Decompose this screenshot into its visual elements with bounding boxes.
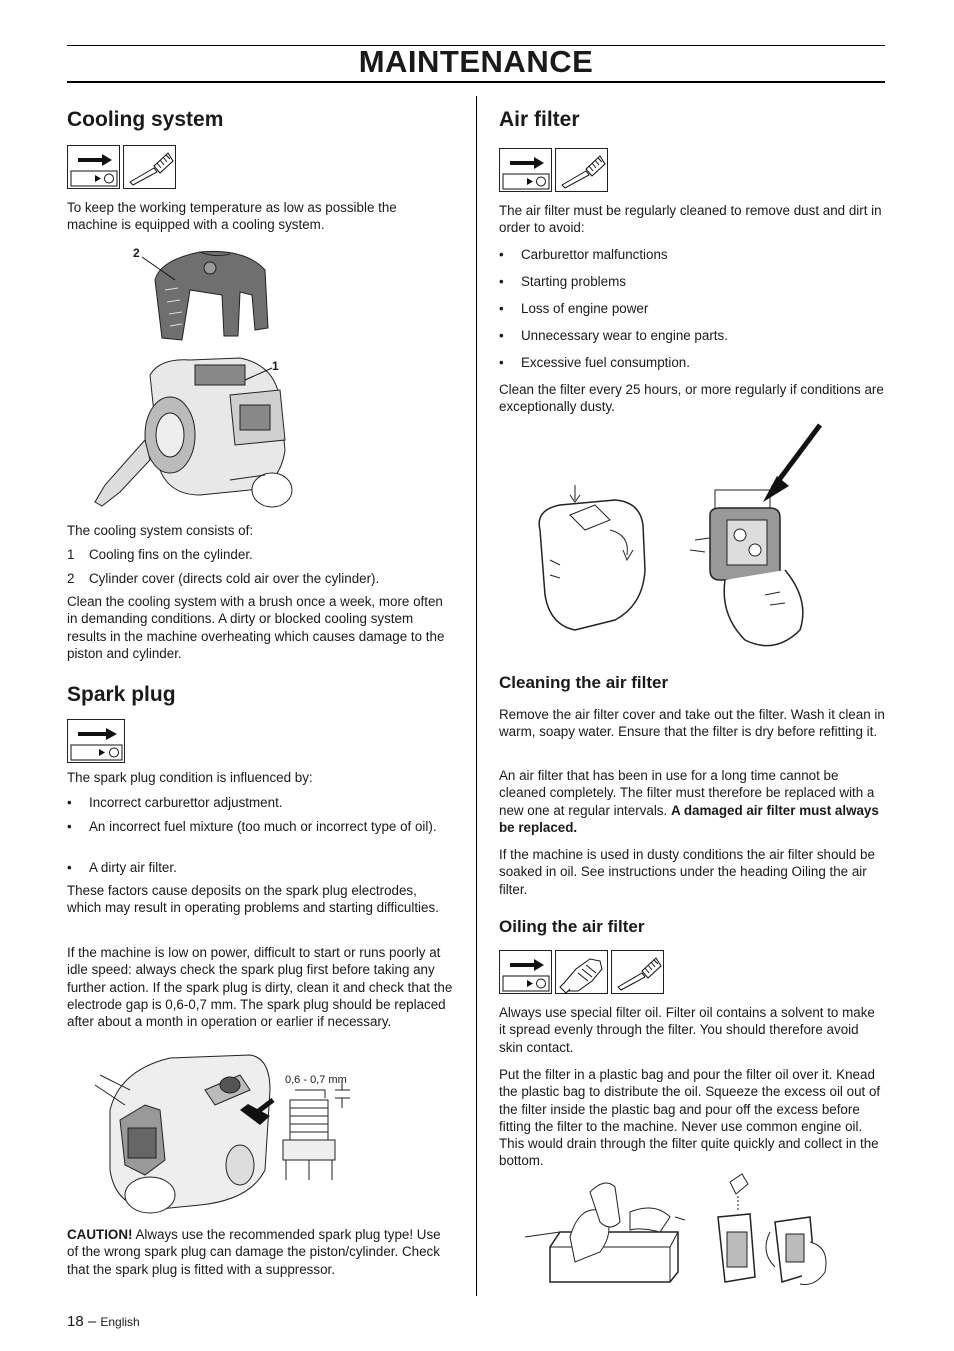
brush-icon	[123, 145, 176, 189]
oiling-heading: Oiling the air filter	[499, 917, 645, 936]
cleaning-p1: Remove the air filter cover and take out the filter. Wash it clean in warm, soapy water. Ensure that the filter is dry before refitting it.	[499, 707, 885, 740]
air-filter-illustration	[515, 420, 835, 665]
list-item: • Starting problems	[499, 273, 879, 290]
list-item	[67, 570, 447, 587]
cooling-system-heading: Cooling system	[67, 108, 224, 131]
air-intro: The air filter must be regularly cleaned to remove dust and dirt in order to avoid:	[499, 203, 882, 236]
cooling-icons	[67, 145, 176, 189]
list-item: • Unnecessary wear to engine parts.	[499, 327, 879, 344]
list-number: 2	[67, 571, 75, 586]
cooling-clean: Clean the cooling system with a brush once a week, more often in demanding conditions. A dirty or blocked cooling system results in the machine overheating which causes damage to the piston and cylinder.	[67, 594, 445, 661]
footer-language: English	[100, 1315, 140, 1329]
list-item: • An incorrect fuel mixture (too much or incorrect type of oil).	[67, 818, 447, 835]
page-footer	[67, 1313, 140, 1330]
brush-icon	[555, 148, 608, 192]
list-item	[67, 546, 447, 563]
stop-switch-icon	[499, 950, 552, 994]
list-text: Loss of engine power	[521, 301, 649, 316]
list-text: Carburettor malfunctions	[521, 247, 668, 262]
list-text: A dirty air filter.	[89, 860, 177, 875]
caution-label: CAUTION!	[67, 1227, 133, 1242]
cleaning-p2-text: An air filter that has been in use for a long time cannot be cleaned completely. The filter must therefore be replaced with a new one at regular intervals.	[499, 768, 875, 818]
oiling-illustration	[520, 1172, 840, 1302]
list-item: • Excessive fuel consumption.	[499, 354, 879, 371]
cleaning-p3: If the machine is used in dusty conditions the air filter should be soaked in oil. See instructions under the heading Oiling the air filter.	[499, 847, 875, 897]
gap-label: 0,6 - 0,7 mm	[285, 1074, 347, 1086]
cooling-system-illustration	[90, 240, 305, 520]
callout-2: 2	[133, 246, 140, 260]
stop-switch-icon	[499, 148, 552, 192]
oiling-icons	[499, 950, 664, 994]
list-text: Starting problems	[521, 274, 626, 289]
header-bottom-rule	[67, 81, 885, 83]
column-divider	[476, 96, 477, 1296]
list-text: An incorrect fuel mixture (too much or incorrect type of oil).	[89, 819, 437, 834]
spark-icons	[67, 719, 125, 763]
list-text: Incorrect carburettor adjustment.	[89, 795, 283, 810]
cooling-intro: To keep the working temperature as low as possible the machine is equipped with a cooling system.	[67, 200, 397, 233]
cleaning-heading: Cleaning the air filter	[499, 673, 669, 692]
list-text: Excessive fuel consumption.	[521, 355, 690, 370]
spark-plug-heading: Spark plug	[67, 683, 176, 706]
page-number: 18 –	[67, 1313, 97, 1330]
list-item: • Incorrect carburettor adjustment.	[67, 794, 447, 811]
oiling-p2: Put the filter in a plastic bag and pour the filter oil over it. Knead the plastic bag to distribute the oil. Squeeze the excess oil out of the filter inside the plastic bag and pour off the excess before fitting the filter to the machine. Never use common engine oil. This would drain through the filter quite quickly and collect in the bottom.	[499, 1067, 881, 1169]
list-item: • Carburettor malfunctions	[499, 246, 879, 263]
spark-intro: The spark plug condition is influenced by:	[67, 770, 313, 785]
brush-icon	[611, 950, 664, 994]
spark-caution	[67, 1226, 455, 1278]
page-title: MAINTENANCE	[358, 44, 594, 79]
air-interval: Clean the filter every 25 hours, or more regularly if conditions are exceptionally dusty.	[499, 382, 884, 415]
caution-text: Always use the recommended spark plug type! Use of the wrong spark plug can damage the piston/cylinder. Check that the spark plug is fitted with a suppressor.	[67, 1227, 441, 1277]
oiling-p1: Always use special filter oil. Filter oil contains a solvent to make it spread evenly through the filter. You should therefore avoid skin contact.	[499, 1005, 875, 1055]
list-item: • Loss of engine power	[499, 300, 879, 317]
cleaning-p2	[499, 767, 885, 836]
list-number: 1	[67, 547, 75, 562]
stop-switch-icon	[67, 145, 120, 189]
air-filter-icons	[499, 148, 608, 192]
list-item: • A dirty air filter.	[67, 859, 447, 876]
air-filter-heading: Air filter	[499, 108, 580, 131]
cleaning-p2-bold: A damaged air filter must always be replaced.	[499, 802, 879, 835]
glove-icon	[555, 950, 608, 994]
list-text: Cooling fins on the cylinder.	[89, 547, 253, 562]
stop-switch-icon	[67, 719, 125, 763]
list-text: Unnecessary wear to engine parts.	[521, 328, 728, 343]
callout-1: 1	[272, 359, 279, 373]
cooling-consists: The cooling system consists of:	[67, 523, 254, 538]
spark-check: If the machine is low on power, difficult to start or runs poorly at idle speed: always check the spark plug first before taking any further action. If the spark plug is dirty, clean it and check that the electrode gap is 0,6-0,7 mm. The spark plug should be replaced after about a month in operation or earlier if necessary.	[67, 945, 453, 1030]
spark-deposits: These factors cause deposits on the spark plug electrodes, which may result in operating problems and starting difficulties.	[67, 883, 439, 916]
list-text: Cylinder cover (directs cold air over the cylinder).	[89, 571, 380, 586]
